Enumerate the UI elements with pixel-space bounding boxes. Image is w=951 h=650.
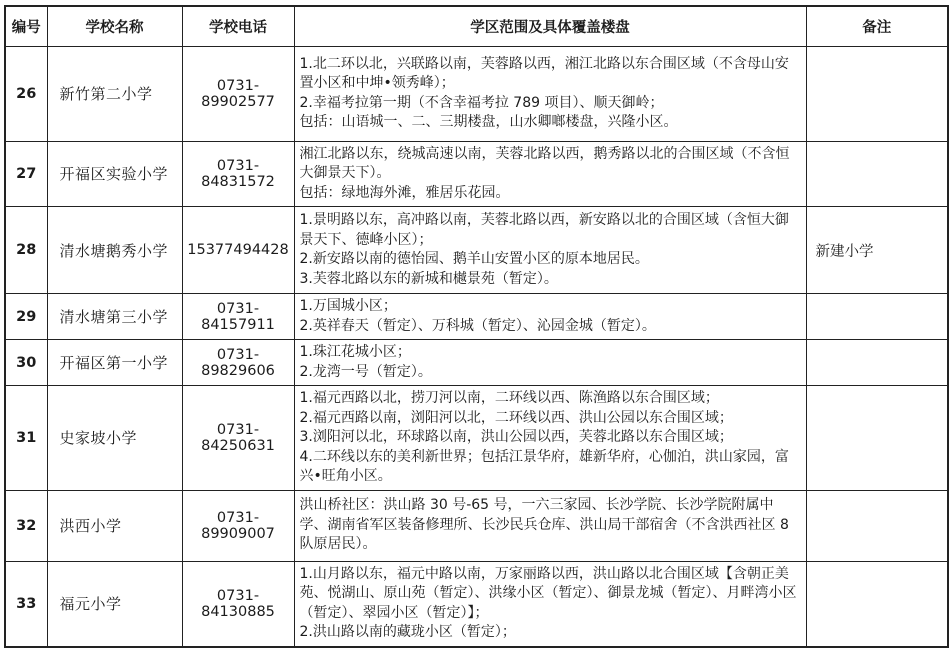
school-phone: 0731-84250631	[182, 386, 294, 491]
school-id: 26	[5, 46, 47, 141]
district-line: 2.洪山路以南的藏珑小区（暂定）；	[299, 624, 516, 640]
school-district-range	[294, 340, 806, 386]
district-line: 3.浏阳河以北，环球路以南，洪山公园以西，芙蓉北路以东合围区域；	[299, 429, 733, 445]
table-row	[5, 561, 948, 647]
table-row	[5, 141, 948, 207]
school-id: 29	[5, 294, 47, 340]
district-line: 1.福元西路以北，捞刀河以南，二环线以西、陈渔路以东合围区域；	[299, 390, 719, 406]
district-line: 4.二环线以东的美利新世界；包括江景华府，雄新华府，心伽泊，洪山家园，富兴•旺角小区。	[299, 448, 789, 484]
district-line: 湘江北路以东，绕城高速以南，芙蓉北路以西，鹅秀路以北的合围区域（不含恒大御景天下）。	[299, 145, 790, 181]
school-name: 清水塘第三小学	[47, 294, 182, 340]
school-id: 30	[5, 340, 47, 386]
school-id: 31	[5, 386, 47, 491]
district-line: 2.福元西路以南，浏阳河以北，二环线以西、洪山公园以东合围区域；	[299, 409, 733, 426]
school-phone: 0731-84831572	[182, 141, 294, 207]
school-name: 开福区实验小学	[47, 141, 182, 207]
district-line: 洪山桥社区：洪山路 30 号-65 号，一六三家园、长沙学院、长沙学院附属中学、湖南省军区装备修理所、长沙民兵仓库、洪山局干部宿舍（不含洪西社区 8 队原居民）。	[299, 497, 789, 553]
school-district-range	[294, 386, 806, 491]
school-id: 27	[5, 141, 47, 207]
district-line: 2.幸福考拉第一期（不含幸福考拉 789 项目）、顺天御岭；	[299, 94, 664, 111]
table-row	[5, 46, 948, 141]
school-phone: 0731-89909007	[182, 490, 294, 561]
school-name: 清水塘鹅秀小学	[47, 207, 182, 294]
school-note	[806, 490, 948, 561]
header-district-range: 学区范围及具体覆盖楼盘	[294, 6, 806, 46]
table-row	[5, 207, 948, 294]
school-name: 开福区第一小学	[47, 340, 182, 386]
school-phone: 0731-89902577	[182, 46, 294, 141]
school-id: 33	[5, 561, 47, 647]
district-line: 1.珠江花城小区；	[299, 344, 411, 360]
school-name: 新竹第二小学	[47, 46, 182, 141]
district-line: 1.景明路以东，高冲路以南，芙蓉北路以西，新安路以北的合围区域（含恒大御景天下、德峰小区）；	[299, 212, 789, 248]
school-note	[806, 386, 948, 491]
school-district-range	[294, 141, 806, 207]
school-district-range	[294, 207, 806, 294]
header-school-name: 学校名称	[47, 6, 182, 46]
school-phone: 0731-84130885	[182, 561, 294, 647]
school-phone: 0731-89829606	[182, 340, 294, 386]
table-header	[5, 6, 948, 46]
table-row	[5, 294, 948, 340]
school-note: 新建小学	[806, 207, 948, 294]
school-district-range	[294, 46, 806, 141]
table-row	[5, 490, 948, 561]
header-row	[5, 6, 948, 46]
school-phone: 0731-84157911	[182, 294, 294, 340]
district-line: 2.英祥春天（暂定）、万科城（暂定）、沁园金城（暂定）。	[299, 317, 656, 334]
header-school-phone: 学校电话	[182, 6, 294, 46]
district-line: 3.芙蓉北路以东的新城和樾景苑（暂定）。	[299, 270, 558, 287]
table-row	[5, 386, 948, 491]
school-id: 32	[5, 490, 47, 561]
school-note	[806, 340, 948, 386]
district-line: 1.山月路以东，福元中路以南，万家丽路以西，洪山路以北合围区域【含朝正美苑、悦湖山、原山苑（暂定）、洪缘小区（暂定）、御景龙城（暂定）、月畔湾小区（暂定）、翠园小区（暂定）】；	[299, 565, 797, 621]
school-id: 28	[5, 207, 47, 294]
school-note	[806, 46, 948, 141]
school-note	[806, 294, 948, 340]
school-phone: 15377494428	[182, 207, 294, 294]
school-note	[806, 561, 948, 647]
district-line: 包括：绿地海外滩，雅居乐花园。	[299, 184, 510, 201]
district-line: 包括：山语城一、二、三期楼盘，山水卿啷楼盘，兴隆小区。	[299, 114, 678, 130]
table-body	[5, 46, 948, 647]
school-district-range	[294, 561, 806, 647]
table-row	[5, 340, 948, 386]
district-line: 2.龙湾一号（暂定）。	[299, 363, 432, 380]
district-line: 1.万国城小区；	[299, 298, 397, 314]
header-id: 编号	[5, 6, 47, 46]
district-line: 2.新安路以南的德怡园、鹅羊山安置小区的原本地居民。	[299, 251, 649, 267]
school-name: 福元小学	[47, 561, 182, 647]
school-district-range	[294, 294, 806, 340]
school-district-table	[4, 5, 949, 648]
school-name: 洪西小学	[47, 490, 182, 561]
district-line: 1.北二环以北，兴联路以南，芙蓉路以西，湘江北路以东合围区域（不含母山安置小区和中坤•领秀峰）；	[299, 55, 789, 91]
school-name: 史家坡小学	[47, 386, 182, 491]
school-district-range	[294, 490, 806, 561]
school-note	[806, 141, 948, 207]
header-note: 备注	[806, 6, 948, 46]
